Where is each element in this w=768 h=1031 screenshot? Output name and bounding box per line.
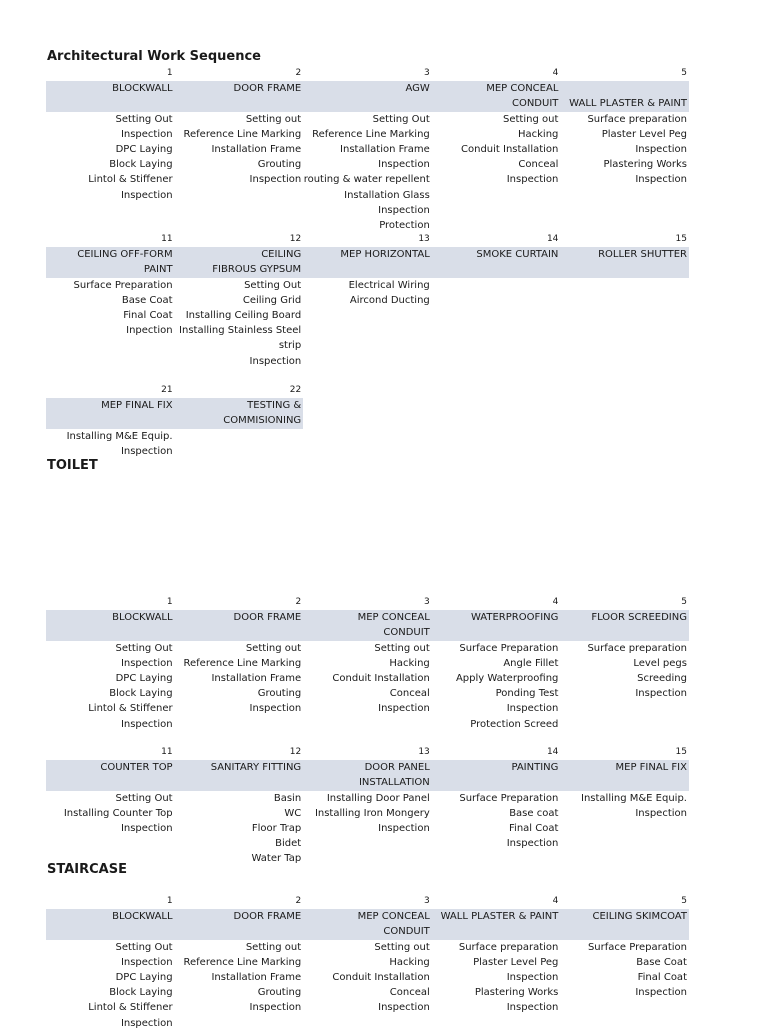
step-header-cell[interactable]: DOOR FRAME (175, 909, 304, 924)
step-task-cell[interactable]: Inspection (506, 1002, 559, 1014)
step-header-cell[interactable]: AGW (303, 81, 432, 96)
work-step-column (303, 66, 432, 233)
step-number: 11 (161, 747, 173, 757)
step-task-cell[interactable]: Basin (273, 792, 302, 804)
work-step-column (175, 894, 304, 1016)
work-step-column (46, 383, 175, 459)
step-task-cell[interactable]: Block Laying (109, 159, 173, 171)
step-task-cell[interactable]: Setting Out (115, 941, 173, 953)
step-task-cell[interactable]: Inspection (120, 657, 173, 669)
step-task-cell[interactable]: Inspection (378, 1002, 430, 1014)
step-header-cell[interactable]: BLOCKWALL (46, 81, 175, 96)
step-number: 12 (289, 234, 302, 244)
step-number: 4 (552, 68, 559, 78)
step-number: 5 (681, 68, 687, 78)
step-task-cell[interactable]: Base Coat (636, 956, 687, 968)
step-task-cell[interactable]: Inspection (378, 822, 430, 834)
step-task-cell[interactable]: Inspection (635, 174, 687, 186)
step-task-cell[interactable]: Conceal (518, 159, 559, 171)
step-task-cell[interactable]: Installation Frame (211, 143, 302, 155)
step-task-cell[interactable]: Block Laying (109, 987, 173, 999)
step-task-cell[interactable]: Inspection (506, 971, 559, 983)
header-fill-cell (46, 775, 175, 790)
work-step-column (560, 66, 689, 188)
step-task-cell[interactable]: Inspection (120, 822, 173, 834)
step-header-cell[interactable]: TESTING & (175, 398, 304, 413)
header-fill-cell (560, 775, 689, 790)
step-header-cell[interactable]: CONDUIT (303, 625, 432, 640)
header-fill-cell (175, 924, 304, 939)
step-task-cell[interactable]: Level pegs (633, 657, 687, 669)
header-fill-cell (175, 96, 304, 111)
step-task-cell[interactable]: WC (284, 807, 302, 819)
step-task-cell[interactable]: DPC Laying (115, 971, 173, 983)
work-step-column (432, 894, 561, 1016)
step-task-cell[interactable]: Inspection (249, 703, 302, 715)
step-header-cell[interactable]: ROLLER SHUTTER (560, 247, 689, 262)
step-number: 1 (166, 597, 173, 607)
work-step-column (303, 595, 432, 717)
step-task-cell[interactable]: Lintol & Stiffener (88, 174, 173, 186)
step-task-cell[interactable]: Setting out (374, 941, 430, 953)
work-step-column (560, 595, 689, 701)
step-task-cell[interactable]: Final Coat (637, 971, 687, 983)
step-header-cell[interactable]: WALL PLASTER & PAINT (560, 96, 689, 111)
step-task-cell[interactable]: Setting out (503, 113, 559, 125)
step-task-cell[interactable]: Surface Preparation (459, 792, 559, 804)
step-task-cell[interactable]: Inspection (120, 956, 173, 968)
step-number: 2 (295, 896, 302, 906)
step-number: 4 (552, 896, 559, 906)
step-task-cell[interactable]: Protection Screed (470, 718, 559, 730)
step-task-cell[interactable]: Installation Frame (211, 971, 302, 983)
step-task-cell[interactable]: Inspection (378, 204, 430, 216)
step-header-cell[interactable]: FLOOR SCREEDING (560, 610, 689, 625)
step-task-cell[interactable]: Inspection (635, 987, 687, 999)
step-task-cell[interactable]: Surface preparation (587, 642, 687, 654)
step-task-cell[interactable]: Plastering Works (603, 159, 687, 171)
step-number: 21 (161, 385, 173, 395)
work-step-column (175, 383, 304, 429)
step-header-cell[interactable]: MEP FINAL FIX (46, 398, 175, 413)
work-step-column (432, 232, 561, 278)
step-header-cell[interactable]: DOOR PANEL (303, 760, 432, 775)
step-task-cell[interactable]: Installing Iron Mongery (314, 807, 430, 819)
step-header-cell[interactable]: SANITARY FITTING (175, 760, 304, 775)
work-step-column (303, 232, 432, 308)
header-fill-cell (46, 413, 175, 428)
step-number: 2 (295, 68, 302, 78)
step-task-cell[interactable]: Surface preparation (587, 113, 687, 125)
step-task-cell[interactable]: Installation Frame (340, 143, 430, 155)
step-task-cell[interactable]: Inspection (378, 703, 430, 715)
step-task-cell[interactable]: Inspection (120, 445, 173, 457)
header-fill-cell (46, 96, 175, 111)
step-number: 13 (418, 747, 430, 757)
step-task-cell[interactable]: strip (278, 340, 302, 352)
step-task-cell[interactable]: Screeding (637, 672, 687, 684)
section-title: TOILET (47, 458, 98, 473)
step-task-cell[interactable]: Final Coat (509, 822, 559, 834)
step-task-cell[interactable]: Inspection (249, 174, 302, 186)
step-task-cell[interactable]: Surface Preparation (587, 941, 687, 953)
step-header-cell[interactable]: MEP HORIZONTAL (303, 247, 432, 262)
step-header-cell[interactable]: FIBROUS GYPSUM (175, 262, 304, 277)
step-task-cell[interactable]: Grouting (257, 688, 302, 700)
work-step-column (432, 595, 561, 732)
step-number: 3 (424, 597, 430, 607)
header-fill-cell (560, 924, 689, 939)
work-step-column (46, 745, 175, 836)
step-task-cell[interactable]: Base Coat (121, 294, 173, 306)
step-task-cell[interactable]: Setting Out (115, 792, 173, 804)
step-header-cell[interactable]: DOOR FRAME (175, 610, 304, 625)
header-fill-cell (432, 924, 561, 939)
work-step-column (432, 745, 561, 851)
step-task-cell[interactable]: Plaster Level Peg (473, 956, 559, 968)
step-task-cell[interactable]: Inspection (120, 718, 173, 730)
step-number: 1 (166, 68, 173, 78)
header-fill-cell (432, 262, 561, 277)
step-task-cell[interactable]: Installing Counter Top (63, 807, 173, 819)
step-task-cell[interactable]: Reference Line Marking (183, 657, 302, 669)
step-task-cell[interactable]: Setting out (245, 941, 302, 953)
step-header-cell[interactable]: COUNTER TOP (46, 760, 175, 775)
header-fill-cell (560, 625, 689, 640)
header-fill-cell (432, 775, 561, 790)
step-task-cell[interactable]: Installing Door Panel (326, 792, 430, 804)
step-header-cell[interactable]: CONDUIT (432, 96, 561, 111)
step-task-cell[interactable]: Surface Preparation (73, 279, 173, 291)
step-number: 3 (424, 896, 430, 906)
step-task-cell[interactable]: Conceal (389, 987, 430, 999)
step-task-cell[interactable]: Setting Out (115, 642, 173, 654)
step-task-cell[interactable]: Floor Trap (251, 822, 302, 834)
step-task-cell[interactable]: Protection (379, 219, 430, 231)
step-task-cell[interactable]: Reference Line Marking (183, 956, 302, 968)
step-task-cell[interactable]: Lintol & Stiffener (88, 703, 173, 715)
step-task-cell[interactable]: Hacking (517, 128, 559, 140)
step-task-cell[interactable]: Setting out (374, 642, 430, 654)
step-task-cell[interactable]: Inspection (249, 355, 302, 367)
step-number: 12 (289, 747, 302, 757)
step-task-cell[interactable]: Setting Out (244, 279, 302, 291)
step-header-cell[interactable]: DOOR FRAME (175, 81, 304, 96)
step-task-cell[interactable]: Inspection (506, 174, 559, 186)
step-number: 15 (675, 234, 687, 244)
work-step-column (303, 745, 432, 836)
step-task-cell[interactable]: Installing M&E Equip. (66, 430, 173, 442)
work-step-column (560, 745, 689, 821)
step-task-cell[interactable]: Block Laying (109, 688, 173, 700)
step-task-cell[interactable]: Inspection (635, 688, 687, 700)
step-task-cell[interactable]: Inspection (120, 1017, 173, 1029)
step-task-cell[interactable]: Hacking (389, 956, 430, 968)
step-task-cell[interactable]: Installing Stainless Steel (179, 325, 302, 337)
step-task-cell[interactable]: Inspection (378, 159, 430, 171)
step-task-cell[interactable]: Lintol & Stiffener (88, 1002, 173, 1014)
step-header-cell[interactable]: WALL PLASTER & PAINT (432, 909, 561, 924)
step-number: 4 (552, 597, 559, 607)
step-task-cell[interactable]: Ceiling Grid (242, 294, 302, 306)
header-fill-cell (303, 96, 432, 111)
step-task-cell[interactable]: routing & water repellent (303, 174, 430, 186)
step-header-cell[interactable]: SMOKE CURTAIN (432, 247, 561, 262)
step-header-cell[interactable]: PAINTING (432, 760, 561, 775)
step-number: 11 (161, 234, 173, 244)
step-task-cell[interactable]: Installation Frame (211, 672, 302, 684)
work-step-column (175, 595, 304, 717)
step-number: 13 (418, 234, 430, 244)
step-task-cell[interactable]: Electrical Wiring (348, 279, 430, 291)
header-fill-cell (303, 262, 432, 277)
step-task-cell[interactable]: Inpection (126, 325, 173, 337)
step-task-cell[interactable]: Installing M&E Equip. (581, 792, 687, 804)
work-step-column (46, 894, 175, 1031)
work-step-column (175, 745, 304, 867)
step-header-cell[interactable]: CONDUIT (303, 924, 432, 939)
step-number: 5 (681, 597, 687, 607)
step-task-cell[interactable]: Setting out (245, 113, 302, 125)
step-task-cell[interactable]: Setting out (245, 642, 302, 654)
step-task-cell[interactable]: Base coat (509, 807, 559, 819)
header-fill-cell (46, 924, 175, 939)
step-task-cell[interactable]: Inspection (120, 128, 173, 140)
work-step-column (303, 894, 432, 1016)
step-task-cell[interactable]: Reference Line Marking (183, 128, 302, 140)
work-step-column (46, 232, 175, 338)
work-step-column (175, 66, 304, 188)
step-number: 14 (546, 747, 559, 757)
step-header-cell[interactable]: COMMISIONING (175, 413, 304, 428)
header-fill-cell (175, 775, 304, 790)
step-task-cell[interactable]: Ponding Test (495, 688, 559, 700)
work-step-column (560, 232, 689, 278)
step-task-cell[interactable]: Apply Waterproofing (455, 672, 559, 684)
step-task-cell[interactable]: Surface Preparation (459, 642, 559, 654)
step-number: 3 (424, 68, 430, 78)
step-task-cell[interactable]: Inspection (120, 189, 173, 201)
step-number: 5 (681, 896, 687, 906)
work-step-column (46, 595, 175, 732)
step-header-cell[interactable]: MEP CONCEAL (303, 610, 432, 625)
step-task-cell[interactable]: Inspection (506, 703, 559, 715)
step-header-cell[interactable]: WATERPROOFING (432, 610, 561, 625)
step-number: 22 (289, 385, 302, 395)
step-task-cell[interactable]: Grouting (257, 987, 302, 999)
step-task-cell[interactable]: Reference Line Marking (312, 128, 430, 140)
work-step-column (46, 66, 175, 203)
step-header-cell[interactable]: PAINT (46, 262, 175, 277)
step-task-cell[interactable]: Installing Ceiling Board (185, 309, 302, 321)
step-task-cell[interactable]: Surface preparation (458, 941, 559, 953)
step-task-cell[interactable]: Angle Fillet (503, 657, 559, 669)
step-header-cell[interactable]: CEILING OFF-FORM (46, 247, 175, 262)
step-task-cell[interactable]: Aircond Ducting (349, 294, 430, 306)
header-fill-cell (560, 262, 689, 277)
step-task-cell[interactable]: Plaster Level Peg (601, 128, 687, 140)
step-header-cell[interactable]: MEP CONCEAL (303, 909, 432, 924)
step-header-cell[interactable]: MEP FINAL FIX (560, 760, 689, 775)
step-header-cell[interactable]: INSTALLATION (303, 775, 432, 790)
step-task-cell[interactable]: Conduit Installation (332, 672, 430, 684)
step-task-cell[interactable]: Water Tap (251, 853, 302, 865)
step-number: 14 (546, 234, 559, 244)
work-step-column (432, 66, 561, 188)
step-task-cell[interactable]: Inspection (249, 1002, 302, 1014)
step-task-cell[interactable]: Bidet (275, 838, 302, 850)
step-number: 1 (166, 896, 173, 906)
step-task-cell[interactable]: Conduit Installation (461, 143, 559, 155)
step-task-cell[interactable]: Conceal (389, 688, 430, 700)
step-header-cell[interactable]: CEILING (175, 247, 304, 262)
step-task-cell[interactable]: Setting Out (372, 113, 430, 125)
work-step-column (175, 232, 304, 369)
step-task-cell[interactable]: Inspection (635, 807, 687, 819)
step-task-cell[interactable]: DPC Laying (115, 672, 173, 684)
work-step-column (560, 894, 689, 1000)
step-header-cell[interactable]: BLOCKWALL (46, 909, 175, 924)
step-task-cell[interactable]: Inspection (635, 143, 687, 155)
step-task-cell[interactable]: Grouting (257, 159, 302, 171)
step-task-cell[interactable]: Final Coat (123, 309, 173, 321)
section-title: Architectural Work Sequence (47, 49, 261, 64)
header-fill-cell (46, 625, 175, 640)
header-fill-cell (175, 625, 304, 640)
header-fill-cell (432, 625, 561, 640)
step-header-cell[interactable]: MEP CONCEAL (432, 81, 561, 96)
step-header-cell[interactable] (560, 81, 689, 96)
step-header-cell[interactable]: CEILING SKIMCOAT (560, 909, 689, 924)
step-task-cell[interactable]: Inspection (506, 838, 559, 850)
step-number: 2 (295, 597, 302, 607)
step-task-cell[interactable]: Setting Out (115, 113, 173, 125)
step-task-cell[interactable]: Conduit Installation (332, 971, 430, 983)
step-number: 15 (675, 747, 687, 757)
section-title: STAIRCASE (47, 862, 127, 877)
step-task-cell[interactable]: Plastering Works (474, 987, 559, 999)
step-task-cell[interactable]: DPC Laying (115, 143, 173, 155)
step-task-cell[interactable]: Hacking (389, 657, 430, 669)
step-task-cell[interactable]: Installation Glass (344, 189, 430, 201)
step-header-cell[interactable]: BLOCKWALL (46, 610, 175, 625)
